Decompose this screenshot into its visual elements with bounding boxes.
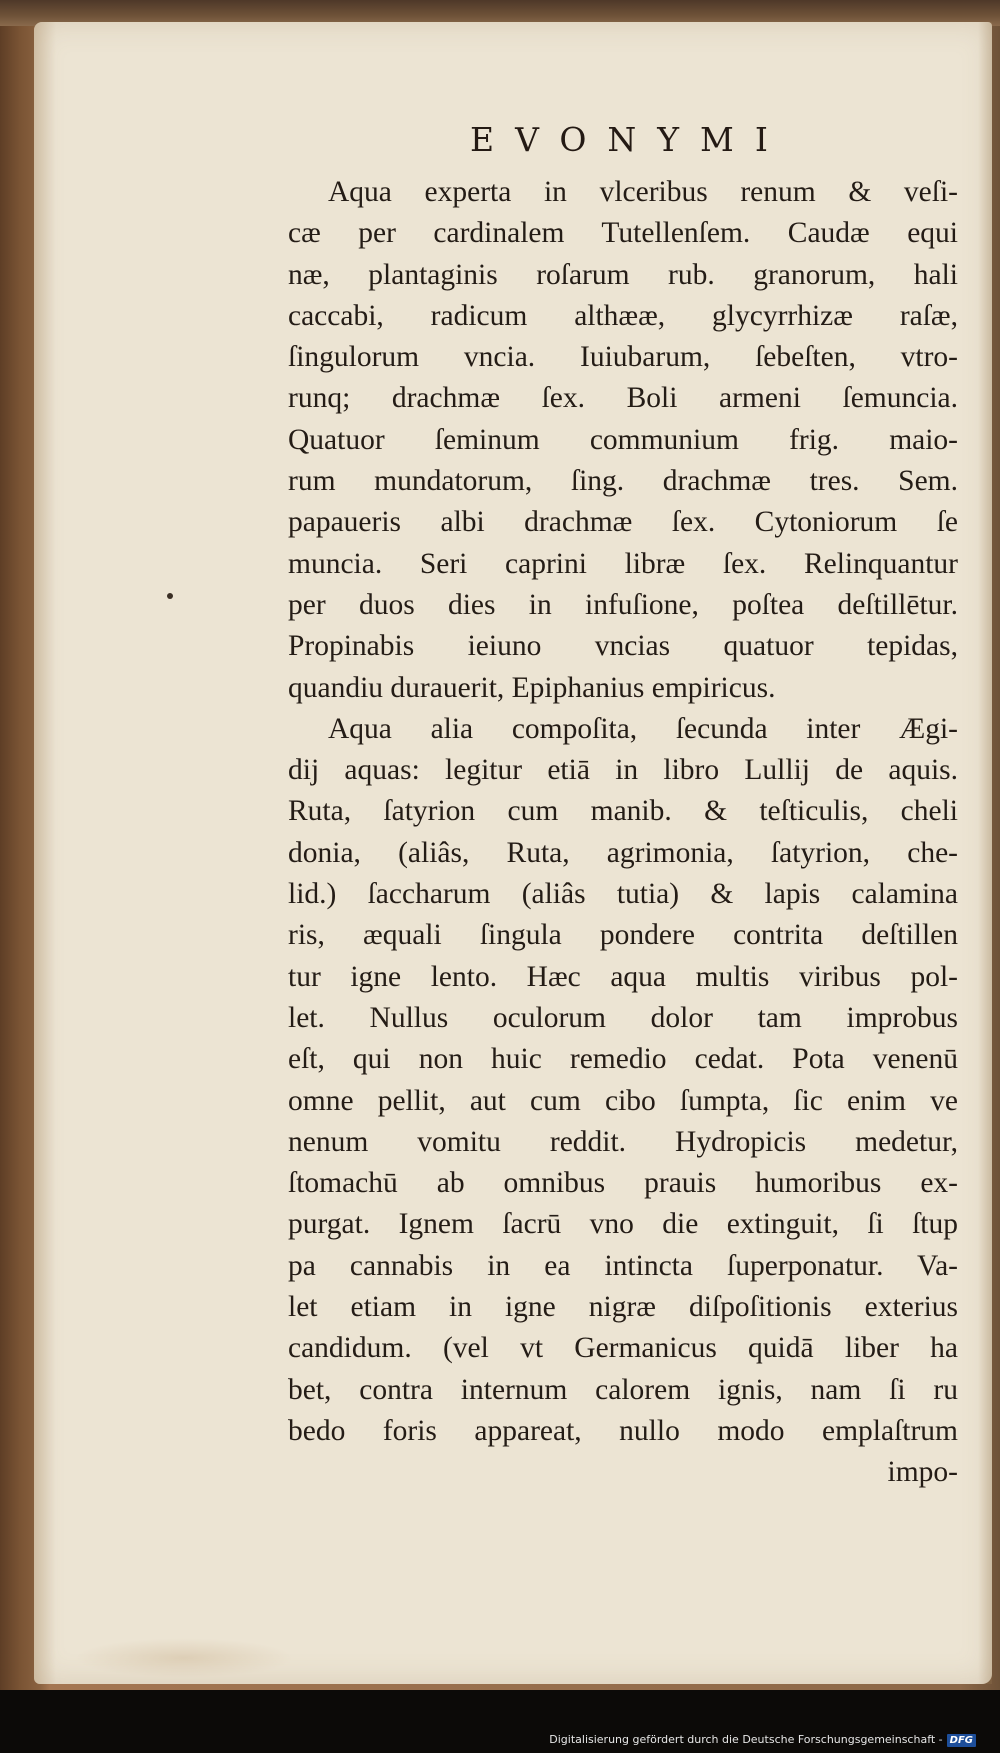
text-line: omne pellit, aut cum cibo ſumpta, ſic enim ve <box>288 1084 958 1117</box>
text-line: Quatuor ſeminum communium frig. maio- <box>288 423 958 456</box>
text-line: bedo foris appareat, nullo modo emplaſtrum <box>288 1414 958 1447</box>
text-line: ſingulorum vncia. Iuiubarum, ſebeſten, vtro- <box>288 341 958 374</box>
text-line: donia, (aliâs, Ruta, agrimonia, ſatyrion, che- <box>288 836 958 869</box>
running-head: EVONYMI <box>470 120 789 159</box>
text-line: bet, contra internum calorem ignis, nam ſi ru <box>288 1373 958 1406</box>
text-line: Aqua experta in vlceribus renum & veſi- <box>328 176 958 208</box>
text-line: candidum. (vel vt Germanicus quidā liber ha <box>288 1332 958 1365</box>
text-line: quandiu durauerit, Epiphanius empiricus. <box>288 671 776 704</box>
credit-text: Digitalisierung gefördert durch die Deutsche Forschungsgemeinschaft - <box>549 1733 943 1746</box>
text-line: muncia. Seri caprini libræ ſex. Relinquantur <box>288 547 958 580</box>
text-line: papaueris albi drachmæ ſex. Cytoniorum ſe <box>288 506 958 539</box>
catchword: impo- <box>887 1456 958 1489</box>
page-stain <box>74 1638 294 1678</box>
text-line: eſt, qui non huic remedio cedat. Pota venenū <box>288 1043 958 1076</box>
dfg-logo-icon: DFG <box>947 1734 976 1747</box>
text-line: Ruta, ſatyrion cum manib. & teſticulis, cheli <box>288 795 958 828</box>
text-line: pa cannabis in ea intincta ſuperponatur. Va- <box>288 1249 958 1282</box>
text-line: let etiam in igne nigræ diſpoſitionis exterius <box>288 1291 958 1324</box>
text-line: cæ per cardinalem Tutellenſem. Caudæ equi <box>288 217 958 250</box>
text-line: purgat. Ignem ſacrū vno die extinguit, ſi ſtup <box>288 1208 958 1241</box>
text-line: per duos dies in infuſione, poſtea deſtillētur. <box>288 588 958 621</box>
text-line: nenum vomitu reddit. Hydropicis medetur, <box>288 1125 958 1158</box>
body-text <box>288 172 958 1494</box>
text-line: Propinabis ieiuno vncias quatuor tepidas, <box>288 630 958 663</box>
text-line: lid.) ſaccharum (aliâs tutia) & lapis calamina <box>288 878 958 911</box>
text-line: ris, æquali ſingula pondere contrita deſtillen <box>288 919 958 952</box>
text-line: dij aquas: legitur etiā in libro Lullij de aquis. <box>288 754 958 787</box>
text-line: rum mundatorum, ſing. drachmæ tres. Sem. <box>288 465 958 498</box>
text-line: runq; drachmæ ſex. Boli armeni ſemuncia. <box>288 382 958 415</box>
page-left-edge-shadow <box>34 22 56 1684</box>
text-line: caccabi, radicum althææ, glycyrrhizæ raſæ, <box>288 299 958 332</box>
text-line: tur igne lento. Hæc aqua multis viribus pol- <box>288 960 958 993</box>
digitization-credit <box>549 1733 976 1747</box>
page-right-edge-shadow <box>978 22 992 1684</box>
text-line: let. Nullus oculorum dolor tam improbus <box>288 1001 958 1034</box>
text-line: Aqua alia compoſita, ſecunda inter Ægi- <box>328 712 958 745</box>
margin-dot-mark <box>167 593 173 599</box>
text-line: ſtomachū ab omnibus prauis humoribus ex- <box>288 1167 958 1200</box>
text-line: næ, plantaginis roſarum rub. granorum, hali <box>288 258 958 291</box>
